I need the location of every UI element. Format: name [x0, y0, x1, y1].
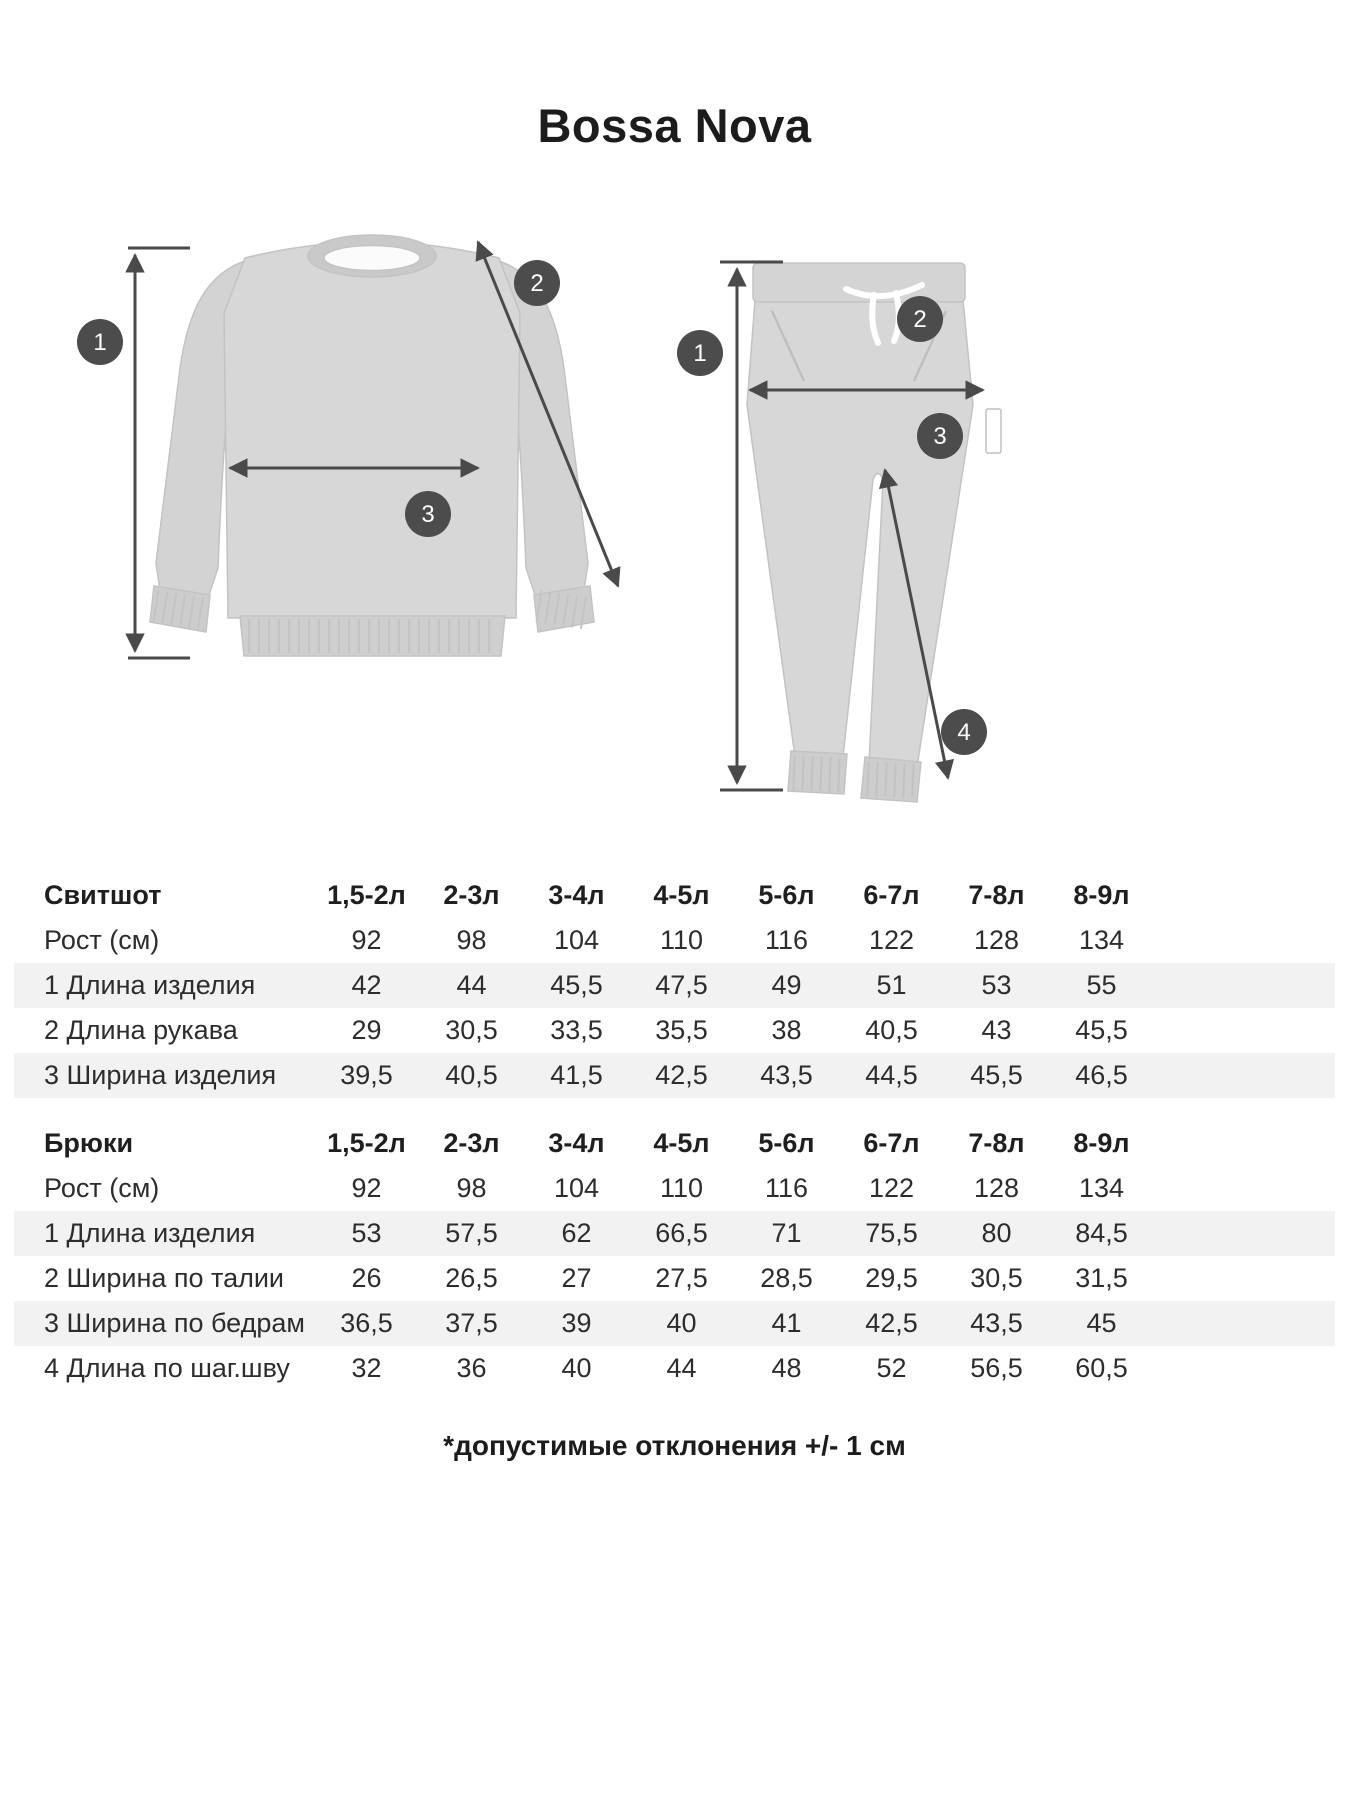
size-column-header: 7-8л: [968, 1128, 1025, 1158]
cell-value: 92: [351, 925, 382, 955]
cell-value: 32: [351, 1353, 382, 1383]
table-title-sweatshirt: Свитшот: [44, 880, 162, 910]
cell-value: 51: [876, 970, 907, 1000]
size-column-header: 8-9л: [1073, 880, 1130, 910]
sweatshirt-diagram: [70, 218, 670, 698]
marker-number: 4: [957, 719, 971, 746]
cell-value: 45,5: [1075, 1015, 1128, 1045]
cell-value: 40,5: [445, 1060, 498, 1090]
cell-value: 44,5: [865, 1060, 918, 1090]
cell-value: 75,5: [865, 1218, 918, 1248]
size-tables: [14, 873, 1335, 1391]
cell-value: 36: [456, 1353, 487, 1383]
cell-value: 49: [771, 970, 802, 1000]
cell-value: 62: [561, 1218, 592, 1248]
cell-value: 31,5: [1075, 1263, 1128, 1293]
cell-value: 30,5: [445, 1015, 498, 1045]
cell-value: 66,5: [655, 1218, 708, 1248]
cell-value: 71: [771, 1218, 802, 1248]
size-column-header: 1,5-2л: [327, 1128, 406, 1158]
size-column-header: 8-9л: [1073, 1128, 1130, 1158]
cell-value: 80: [981, 1218, 1012, 1248]
cell-value: 134: [1078, 925, 1125, 955]
row-label: 2 Ширина по талии: [44, 1263, 285, 1293]
cell-value: 26: [351, 1263, 382, 1293]
measure-marker-2: [514, 260, 560, 306]
cell-value: 44: [456, 970, 487, 1000]
cell-value: 43: [981, 1015, 1012, 1045]
row-label: 4 Длина по шаг.шву: [44, 1353, 290, 1383]
cell-value: 116: [764, 1173, 809, 1203]
cell-value: 84,5: [1075, 1218, 1128, 1248]
cell-value: 42,5: [655, 1060, 708, 1090]
marker-number: 2: [530, 270, 544, 297]
cell-value: 57,5: [445, 1218, 498, 1248]
row-label: 1 Длина изделия: [44, 1218, 256, 1248]
cell-value: 29,5: [865, 1263, 918, 1293]
table-row: [14, 1346, 1335, 1391]
cell-value: 128: [973, 925, 1020, 955]
size-column-header: 5-6л: [758, 1128, 815, 1158]
cell-value: 33,5: [550, 1015, 603, 1045]
size-column-header: 2-3л: [443, 1128, 500, 1158]
marker-number: 1: [693, 340, 707, 367]
sweatshirt-neck-opening: [324, 246, 420, 271]
sweatshirt-body: [224, 242, 520, 618]
marker-number: 2: [913, 306, 927, 333]
size-column-header: 1,5-2л: [327, 880, 406, 910]
table-row: [14, 1008, 1335, 1053]
measure-marker-1: [677, 330, 723, 376]
table-row: [14, 1256, 1335, 1301]
cell-value: 44: [666, 1353, 697, 1383]
side-label-tag: [986, 409, 1001, 453]
table-row: [14, 1053, 1335, 1098]
pants-diagram: [650, 245, 1040, 825]
measure-marker-3: [405, 491, 451, 537]
cell-value: 110: [659, 925, 704, 955]
cell-value: 53: [981, 970, 1012, 1000]
row-label: Рост (см): [44, 925, 160, 955]
size-column-header: 3-4л: [548, 880, 605, 910]
marker-number: 1: [93, 329, 107, 356]
cell-value: 42: [351, 970, 382, 1000]
cell-value: 128: [973, 1173, 1020, 1203]
size-column-header: 4-5л: [653, 880, 710, 910]
tolerance-footnote: *допустимые отклонения +/- 1 см: [443, 1430, 906, 1461]
page-title: Bossa Nova: [537, 99, 812, 152]
size-column-header: 5-6л: [758, 880, 815, 910]
size-column-header: 6-7л: [863, 1128, 920, 1158]
row-label: 2 Длина рукава: [44, 1015, 238, 1045]
table-gap: [14, 1098, 1335, 1121]
size-column-header: 2-3л: [443, 880, 500, 910]
size-column-header: 7-8л: [968, 880, 1025, 910]
size-column-header: 3-4л: [548, 1128, 605, 1158]
cell-value: 47,5: [655, 970, 708, 1000]
cell-value: 98: [456, 925, 487, 955]
cell-value: 60,5: [1075, 1353, 1128, 1383]
table-title-pants: Брюки: [44, 1128, 134, 1158]
measure-marker-4: [941, 709, 987, 755]
cell-value: 40,5: [865, 1015, 918, 1045]
cell-value: 45: [1086, 1308, 1117, 1338]
cell-value: 134: [1078, 1173, 1125, 1203]
cell-value: 36,5: [340, 1308, 393, 1338]
measure-marker-3: [917, 413, 963, 459]
cell-value: 38: [771, 1015, 802, 1045]
cell-value: 43,5: [970, 1308, 1023, 1338]
cell-value: 48: [771, 1353, 802, 1383]
cell-value: 104: [553, 1173, 600, 1203]
row-label: Рост (см): [44, 1173, 160, 1203]
cell-value: 30,5: [970, 1263, 1023, 1293]
cell-value: 110: [659, 1173, 704, 1203]
pants-body: [747, 300, 973, 767]
cell-value: 28,5: [760, 1263, 813, 1293]
table-row: [14, 918, 1335, 963]
table-row: [14, 1166, 1335, 1211]
table-row: [14, 1211, 1335, 1256]
size-column-header: 4-5л: [653, 1128, 710, 1158]
cell-value: 122: [868, 1173, 915, 1203]
cell-value: 46,5: [1075, 1060, 1128, 1090]
cell-value: 39: [561, 1308, 592, 1338]
cell-value: 40: [561, 1353, 592, 1383]
cell-value: 37,5: [445, 1308, 498, 1338]
cell-value: 40: [666, 1308, 697, 1338]
cell-value: 53: [351, 1218, 382, 1248]
measure-marker-1: [77, 319, 123, 365]
cell-value: 55: [1086, 970, 1117, 1000]
cell-value: 39,5: [340, 1060, 393, 1090]
marker-number: 3: [933, 423, 947, 450]
cell-value: 98: [456, 1173, 487, 1203]
table-row: [14, 1301, 1335, 1346]
measure-marker-2: [897, 296, 943, 342]
table-header-row-sweatshirt: [14, 873, 1335, 918]
row-label: 3 Ширина по бедрам: [44, 1308, 305, 1338]
cell-value: 104: [553, 925, 600, 955]
cell-value: 41,5: [550, 1060, 603, 1090]
cell-value: 45,5: [550, 970, 603, 1000]
cell-value: 52: [876, 1353, 907, 1383]
cell-value: 56,5: [970, 1353, 1023, 1383]
row-label: 1 Длина изделия: [44, 970, 256, 1000]
cell-value: 35,5: [655, 1015, 708, 1045]
cell-value: 29: [351, 1015, 382, 1045]
cell-value: 116: [764, 925, 809, 955]
cell-value: 27: [561, 1263, 592, 1293]
cell-value: 42,5: [865, 1308, 918, 1338]
cell-value: 41: [771, 1308, 802, 1338]
table-row: [14, 963, 1335, 1008]
cell-value: 26,5: [445, 1263, 498, 1293]
row-label: 3 Ширина изделия: [44, 1060, 277, 1090]
size-column-header: 6-7л: [863, 880, 920, 910]
table-header-row-pants: [14, 1121, 1335, 1166]
cell-value: 45,5: [970, 1060, 1023, 1090]
cell-value: 27,5: [655, 1263, 708, 1293]
marker-number: 3: [421, 501, 435, 528]
cell-value: 122: [868, 925, 915, 955]
cell-value: 43,5: [760, 1060, 813, 1090]
cell-value: 92: [351, 1173, 382, 1203]
